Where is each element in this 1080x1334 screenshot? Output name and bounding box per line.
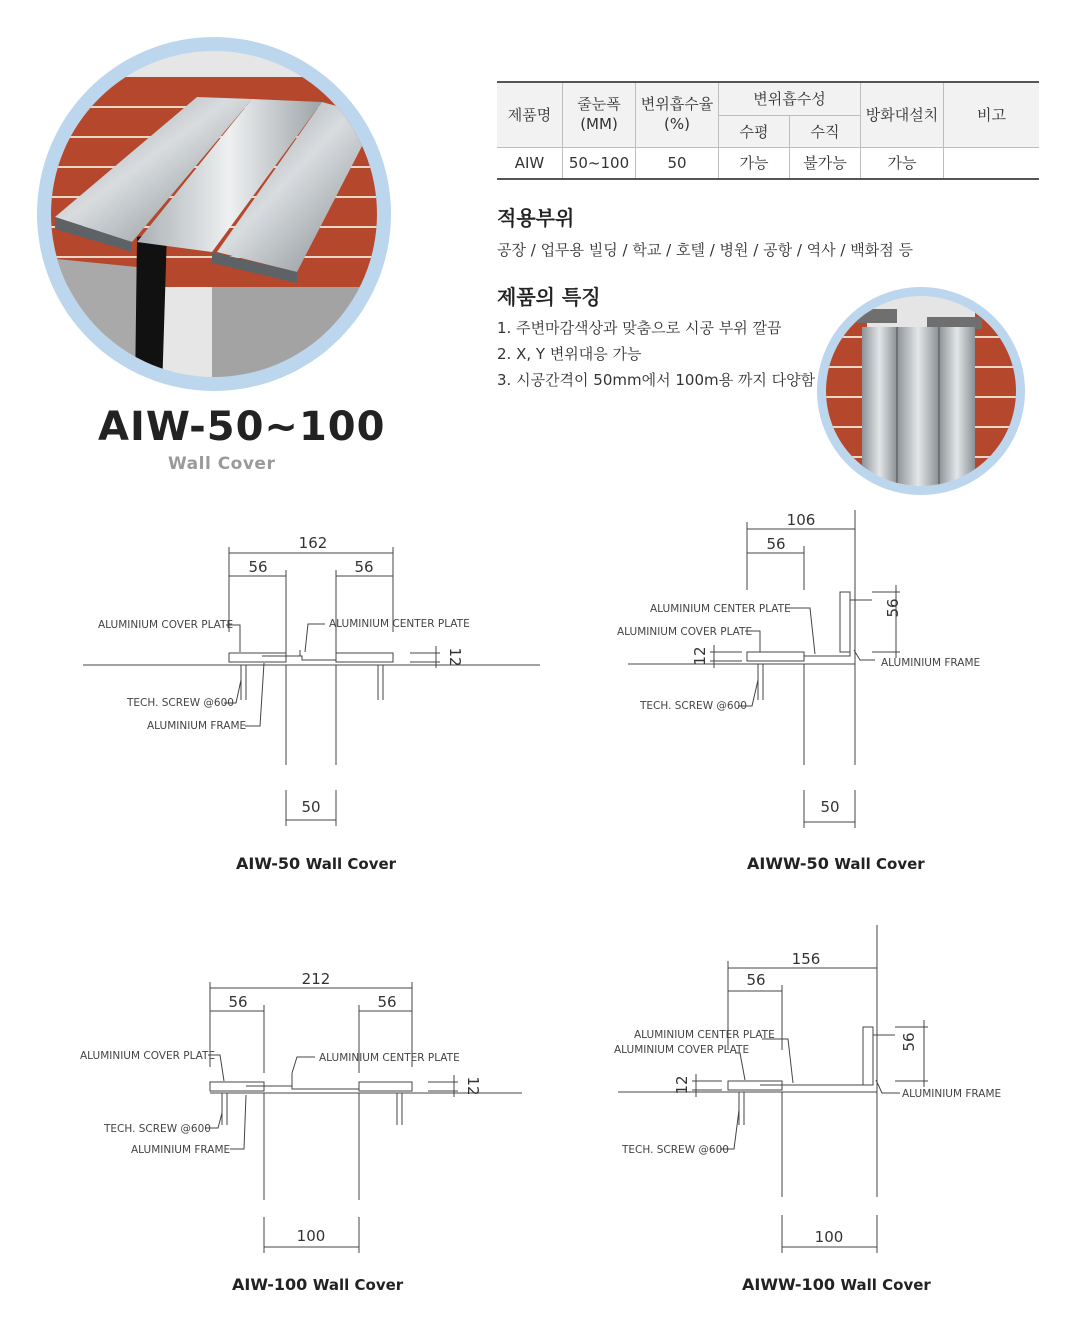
application-text: 공장 / 업무용 빌딩 / 학교 / 호텔 / 병원 / 공항 / 역사 / 백화점 등 bbox=[497, 241, 913, 259]
caption-aiw100 bbox=[232, 1275, 403, 1294]
cell-vertical: 불가능 bbox=[790, 147, 861, 179]
dim-side: 56 bbox=[900, 1032, 918, 1052]
header-remarks: 비고 bbox=[944, 82, 1040, 147]
caption-model: AIW-50 bbox=[236, 854, 301, 873]
dim-total: 162 bbox=[298, 534, 328, 552]
dim-height: 12 bbox=[464, 1076, 482, 1096]
dim-height: 12 bbox=[446, 647, 464, 667]
cell-fireproof: 가능 bbox=[861, 147, 944, 179]
feature-item-3: 3. 시공간격이 50mm에서 100m용 까지 다양함 bbox=[497, 371, 816, 389]
caption-name: Wall Cover bbox=[305, 855, 397, 873]
dim-right: 56 bbox=[377, 993, 397, 1011]
label-cover-plate: ALUMINIUM COVER PLATE bbox=[98, 619, 234, 631]
header-vertical: 수직 bbox=[790, 115, 861, 147]
cell-width: 50~100 bbox=[563, 147, 636, 179]
product-subtitle: Wall Cover bbox=[168, 454, 276, 474]
label-center-plate: ALUMINIUM CENTER PLATE bbox=[329, 618, 470, 630]
dim-gap: 100 bbox=[814, 1228, 844, 1246]
dim-left: 56 bbox=[248, 558, 268, 576]
cell-name: AIW bbox=[497, 147, 563, 179]
drawing-aiww100 bbox=[610, 925, 1070, 1265]
dim-total: 212 bbox=[301, 970, 331, 988]
label-cover-plate: ALUMINIUM COVER PLATE bbox=[614, 1044, 750, 1056]
label-frame: ALUMINIUM FRAME bbox=[902, 1088, 1002, 1100]
dim-left: 56 bbox=[766, 535, 786, 553]
drawing-aiw100 bbox=[0, 955, 540, 1285]
label-screw: TECH. SCREW @600 bbox=[640, 700, 747, 712]
feature-item-2: 2. X, Y 변위대응 가능 bbox=[497, 345, 642, 363]
label-frame: ALUMINIUM FRAME bbox=[131, 1144, 231, 1156]
caption-aiww100 bbox=[742, 1275, 931, 1294]
label-screw: TECH. SCREW @600 bbox=[622, 1144, 729, 1156]
label-screw: TECH. SCREW @600 bbox=[104, 1123, 211, 1135]
cell-horizontal: 가능 bbox=[719, 147, 790, 179]
dim-height: 12 bbox=[673, 1075, 691, 1095]
dim-right: 56 bbox=[354, 558, 374, 576]
header-absorption: 변위흡수성 bbox=[719, 82, 861, 115]
label-center-plate: ALUMINIUM CENTER PLATE bbox=[650, 603, 791, 615]
dim-gap: 50 bbox=[820, 798, 840, 816]
label-cover-plate: ALUMINIUM COVER PLATE bbox=[617, 626, 753, 638]
caption-aiww50 bbox=[747, 854, 925, 873]
dim-total: 156 bbox=[791, 950, 821, 968]
header-width: 줄눈폭 (MM) bbox=[563, 82, 636, 147]
dim-left: 56 bbox=[228, 993, 248, 1011]
product-photo-small bbox=[817, 287, 1025, 495]
caption-name: Wall Cover bbox=[840, 1276, 931, 1294]
label-frame: ALUMINIUM FRAME bbox=[147, 720, 247, 732]
drawing-aiww50 bbox=[610, 500, 1070, 830]
spec-table bbox=[497, 81, 1039, 180]
features-title: 제품의 특징 bbox=[497, 285, 601, 309]
dim-left: 56 bbox=[746, 971, 766, 989]
caption-name: Wall Cover bbox=[312, 1276, 404, 1294]
cell-absorption-rate: 50 bbox=[636, 147, 719, 179]
caption-model: AIWW-50 bbox=[747, 854, 829, 873]
label-center-plate: ALUMINIUM CENTER PLATE bbox=[319, 1052, 460, 1064]
header-fireproof: 방화대설치 bbox=[861, 82, 944, 147]
caption-name: Wall Cover bbox=[834, 855, 925, 873]
header-absorption-rate: 변위흡수율 (%) bbox=[636, 82, 719, 147]
cell-remarks bbox=[944, 147, 1040, 179]
dim-height: 12 bbox=[691, 646, 709, 666]
header-name: 제품명 bbox=[497, 82, 563, 147]
product-model-title: AIW-50~100 bbox=[98, 404, 386, 450]
caption-model: AIWW-100 bbox=[742, 1275, 835, 1294]
caption-model: AIW-100 bbox=[232, 1275, 308, 1294]
label-cover-plate: ALUMINIUM COVER PLATE bbox=[80, 1050, 216, 1062]
label-frame: ALUMINIUM FRAME bbox=[881, 657, 981, 669]
label-screw: TECH. SCREW @600 bbox=[127, 697, 234, 709]
dim-total: 106 bbox=[786, 511, 816, 529]
dim-gap: 50 bbox=[301, 798, 321, 816]
drawing-aiw50 bbox=[0, 520, 540, 850]
header-horizontal: 수평 bbox=[719, 115, 790, 147]
application-title: 적용부위 bbox=[497, 206, 575, 230]
dim-gap: 100 bbox=[296, 1227, 326, 1245]
dim-side: 56 bbox=[884, 598, 902, 618]
feature-item-1: 1. 주변마감색상과 맞춤으로 시공 부위 깔끔 bbox=[497, 319, 782, 337]
label-center-plate: ALUMINIUM CENTER PLATE bbox=[634, 1029, 775, 1041]
caption-aiw50 bbox=[236, 854, 396, 873]
product-photo-large bbox=[37, 37, 391, 391]
